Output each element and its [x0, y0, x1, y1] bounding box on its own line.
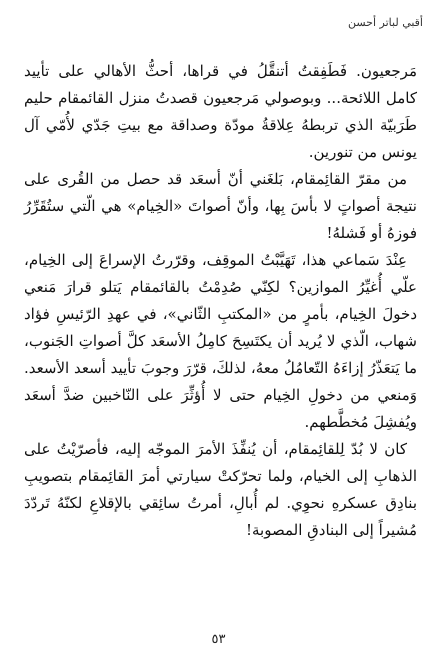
paragraph-2: من مقرّ القائِمقام، بَلغَني أنّ أسعَد قد حصل من القُرى على نتيجة أصواتٍ لا بأسَ بِها، وأنّ أصواتَ «الخِيام» هي الّتي ستُقَرِّرُ فوزهُ أو فَشلهُ!	[24, 170, 417, 242]
paragraph-4: كان لا بُدّ لِلقائِمقام، أن يُنفِّذَ الأمرَ الموجّه إليه، فأصرّيْتُ على الذهابِ إلى الخيام، ولما تحرّكتْ سيارتي أمرَ القائِمقام بتصويبِ بنادِق عسكرهِ نحوِي. لم أُبالِ، أمرتُ سائِقي بالإقلاعِ لكنّهُ تَردّدَ مُشيراً إلى البنادقِ المصوبة!	[24, 440, 417, 539]
paragraph-1: مَرجعيون. فَطَفِقتُ أتنقَّلُ في قراها، أحثُّ الأهالي على تأييد كامل اللائحة... وبوصولي مَرجعيون قصدتُ منزل القائمقام حليم طَرَبيّة الذي تربطهُ عِلاقةُ مودّة وصداقة مع بيتِ جَدّي لأُمّي آل يونس من تنورين.	[24, 62, 417, 161]
running-header: أقبي لباتر أحسن	[348, 16, 423, 29]
paragraph-3: عِنْدَ سَماعي هذا، تَهَيَّبْتُ الموقِف، وقرّرتُ الإسراعَ إلى الخِيام، علّي أُغيِّرُ الموازين؟ لكِنّي صُدِمْتُ بالقائمقام يَتلو قرارَ مَنعي دخولَ الخِيام، بأمرٍ من «المكتبِ الثّاني»، في عهدِ الرّئيسِ فؤاد شهاب، الّذي لا يُريد أن يكتَسِحَ كامِلُ الأسعَد كلَّ أصواتِ الجَنوب، ما يَتعَذّرُ إزاءَهُ التّعامُلُ معهُ، لذلكَ، قرّرَ وجوبَ تأييد أسعد الأسعد. وَمنعي من دخولِ الخِيام حتى لا أُؤثِّرَ على النّاخبين ضدَّ أسعَد ويُفشِلَ مُخطَّطهم.	[24, 251, 417, 431]
page-body	[24, 58, 417, 544]
page-number: ٥٣	[211, 632, 226, 647]
